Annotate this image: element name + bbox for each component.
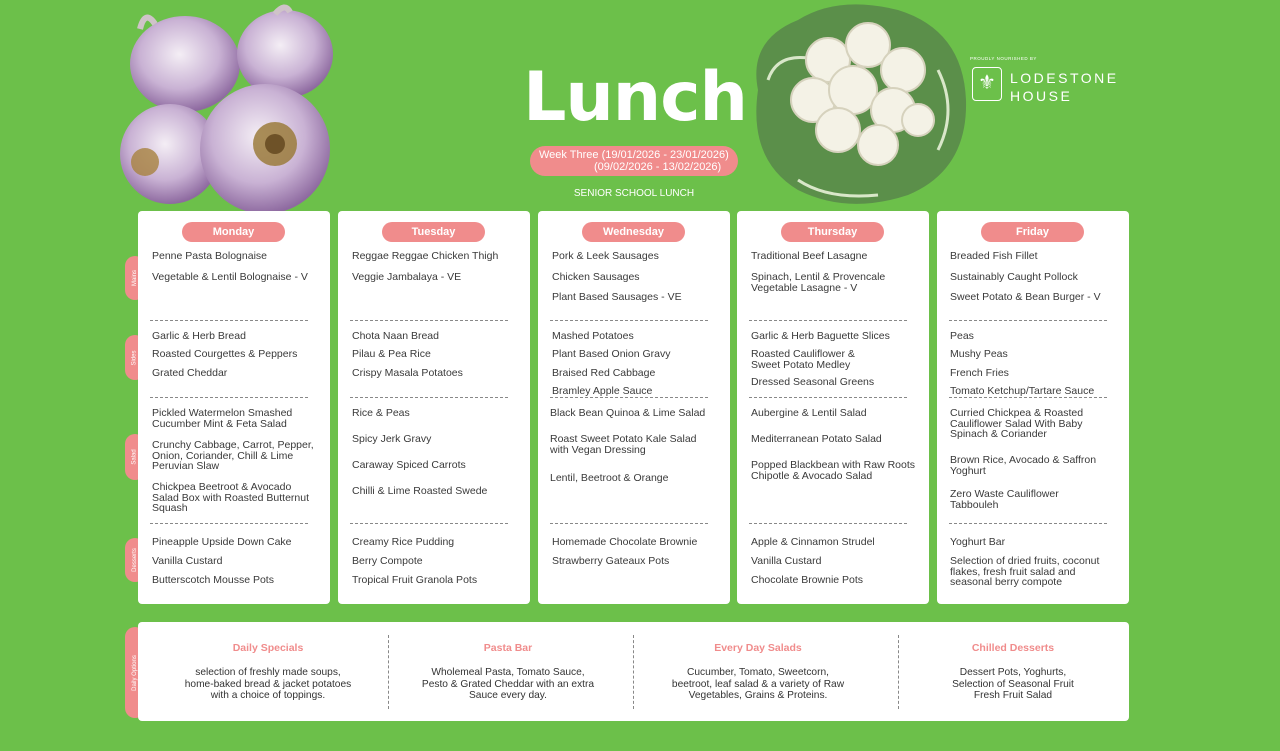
menu-item: Chilli & Lime Roasted Swede [352, 485, 488, 497]
menu-item: Zero Waste Cauliflower Tabbouleh [950, 488, 1059, 511]
menu-item: Strawberry Gateaux Pots [552, 555, 670, 567]
menu-item: French Fries [950, 367, 1009, 379]
menu-item: Mushy Peas [950, 348, 1008, 360]
cauliflower-illustration [738, 0, 973, 210]
menu-item: Spinach, Lentil & Provencale Vegetable Lasagne - V [751, 271, 886, 294]
menu-item: Rice & Peas [352, 407, 410, 419]
divider [150, 397, 308, 398]
section-tab-sides: Sides [125, 335, 145, 380]
daily-option-text: Cucumber, Tomato, Sweetcorn, beetroot, leaf salad & a variety of Raw Vegetables, Grains & Proteins. [671, 667, 845, 701]
menu-item: Apple & Cinnamon Strudel [751, 536, 875, 548]
menu-item: Creamy Rice Pudding [352, 536, 455, 548]
daily-option-text: selection of freshly made soups, home-baked bread & jacket potatoes with a choice of toppings. [184, 667, 352, 701]
menu-item: Brown Rice, Avocado & Saffron Yoghurt [950, 454, 1097, 477]
divider [550, 320, 708, 321]
divider [749, 397, 907, 398]
day-label: Monday [182, 222, 285, 242]
menu-item: Breaded Fish Fillet [950, 250, 1038, 262]
divider [898, 635, 899, 709]
divider [633, 635, 634, 709]
menu-item: Roasted Courgettes & Peppers [152, 348, 298, 360]
section-tab-daily-options: Daily Options [125, 627, 145, 718]
menu-item: Pickled Watermelon Smashed Cucumber Mint & Feta Salad [152, 407, 293, 430]
day-label: Tuesday [382, 222, 485, 242]
day-label: Friday [981, 222, 1084, 242]
menu-item: Mediterranean Potato Salad [751, 433, 882, 445]
divider [350, 320, 508, 321]
divider [150, 320, 308, 321]
menu-item: Sustainably Caught Pollock [950, 271, 1078, 283]
section-tab-salad: Salad [125, 434, 145, 480]
day-label: Wednesday [582, 222, 685, 242]
brand-tagline: PROUDLY NOURISHED BY [970, 56, 1037, 61]
daily-option-title: Pasta Bar [483, 642, 533, 654]
menu-item: Veggie Jambalaya - VE [352, 271, 462, 283]
divider [350, 523, 508, 524]
divider [350, 397, 508, 398]
day-card-monday [138, 211, 330, 604]
menu-item: Butterscotch Mousse Pots [152, 574, 274, 586]
menu-item: Garlic & Herb Bread [152, 330, 246, 342]
menu-item: Popped Blackbean with Raw Roots Chipotle & Avocado Salad [751, 459, 916, 482]
brand-name-line2: HOUSE [1010, 88, 1073, 104]
menu-item: Chickpea Beetroot & Avocado Salad Box with Roasted Butternut Squash [152, 481, 310, 514]
menu-item: Grated Cheddar [152, 367, 228, 379]
day-label: Thursday [781, 222, 884, 242]
page-title: Lunch [523, 58, 747, 137]
menu-item: Mashed Potatoes [552, 330, 634, 342]
week-badge [530, 146, 738, 176]
menu-item: Curried Chickpea & Roasted Cauliflower Salad With Baby Spinach & Coriander [950, 407, 1084, 440]
daily-option-title: Chilled Desserts [971, 642, 1055, 654]
divider [749, 320, 907, 321]
daily-options-panel [138, 622, 1129, 721]
menu-item: Chicken Sausages [552, 271, 640, 283]
menu-item: Plant Based Sausages - VE [552, 291, 682, 303]
daily-option-text: Dessert Pots, Yoghurts, Selection of Seasonal Fruit Fresh Fruit Salad [952, 667, 1074, 701]
menu-item: Aubergine & Lentil Salad [751, 407, 867, 419]
brand-name-line1: LODESTONE [1010, 70, 1119, 86]
menu-item: Homemade Chocolate Brownie [552, 536, 698, 548]
menu-item: Chocolate Brownie Pots [751, 574, 864, 586]
menu-item: Tropical Fruit Granola Pots [352, 574, 478, 586]
day-card-tuesday [338, 211, 530, 604]
week-range-1: Week Three (19/01/2026 - 23/01/2026) [539, 149, 729, 161]
menu-item: Plant Based Onion Gravy [552, 348, 671, 360]
menu-item: Chota Naan Bread [352, 330, 439, 342]
menu-item: Peas [950, 330, 974, 342]
menu-item: Berry Compote [352, 555, 423, 567]
garlic-illustration [115, 4, 350, 216]
menu-subtitle: SENIOR SCHOOL LUNCH [573, 188, 695, 199]
divider [949, 320, 1107, 321]
menu-item: Vanilla Custard [152, 555, 223, 567]
menu-item: Sweet Potato & Bean Burger - V [950, 291, 1101, 303]
menu-item: Selection of dried fruits, coconut flakes, fresh fruit salad and seasonal berry compote [950, 555, 1100, 588]
section-tab-mains: Mains [125, 256, 145, 300]
menu-item: Crispy Masala Potatoes [352, 367, 463, 379]
divider [388, 635, 389, 709]
menu-item: Reggae Reggae Chicken Thigh [352, 250, 499, 262]
menu-item: Penne Pasta Bolognaise [152, 250, 268, 262]
menu-item: Roast Sweet Potato Kale Salad with Vegan Dressing [550, 433, 697, 456]
daily-option-title: Daily Specials [232, 642, 304, 654]
day-card-thursday [737, 211, 929, 604]
menu-item: Traditional Beef Lasagne [751, 250, 868, 262]
menu-item: Vegetable & Lentil Bolognaise - V [152, 271, 308, 283]
menu-item: Crunchy Cabbage, Carrot, Pepper, Onion, Coriander, Chill & Lime Peruvian Slaw [152, 439, 314, 472]
menu-item: Braised Red Cabbage [552, 367, 656, 379]
fleur-de-lis-icon: ⚜ [972, 67, 1002, 101]
menu-item: Vanilla Custard [751, 555, 822, 567]
menu-item: Roasted Cauliflower & Sweet Potato Medley [751, 348, 855, 371]
section-tab-desserts: Desserts [125, 538, 145, 582]
divider [949, 397, 1107, 398]
brand-logo [970, 56, 1140, 104]
divider [749, 523, 907, 524]
day-card-wednesday [538, 211, 730, 604]
divider [949, 523, 1107, 524]
divider [150, 523, 308, 524]
week-range-2: (09/02/2026 - 13/02/2026) [594, 161, 722, 173]
menu-item: Yoghurt Bar [950, 536, 1006, 548]
daily-option-text: Wholemeal Pasta, Tomato Sauce, Pesto & Grated Cheddar with an extra Sauce every day. [421, 667, 595, 701]
divider [550, 397, 708, 398]
daily-option-title: Every Day Salads [714, 642, 802, 654]
menu-item: Tomato Ketchup/Tartare Sauce [950, 385, 1095, 397]
menu-item: Pork & Leek Sausages [552, 250, 659, 262]
menu-item: Lentil, Beetroot & Orange [550, 472, 669, 484]
menu-item: Black Bean Quinoa & Lime Salad [550, 407, 706, 419]
brand-name [1010, 69, 1119, 105]
menu-item: Dressed Seasonal Greens [751, 376, 875, 388]
menu-item: Garlic & Herb Baguette Slices [751, 330, 890, 342]
menu-item: Spicy Jerk Gravy [352, 433, 432, 445]
divider [550, 523, 708, 524]
menu-item: Pineapple Upside Down Cake [152, 536, 292, 548]
day-card-friday [937, 211, 1129, 604]
menu-item: Pilau & Pea Rice [352, 348, 431, 360]
menu-item: Caraway Spiced Carrots [352, 459, 466, 471]
menu-item: Bramley Apple Sauce [552, 385, 653, 397]
